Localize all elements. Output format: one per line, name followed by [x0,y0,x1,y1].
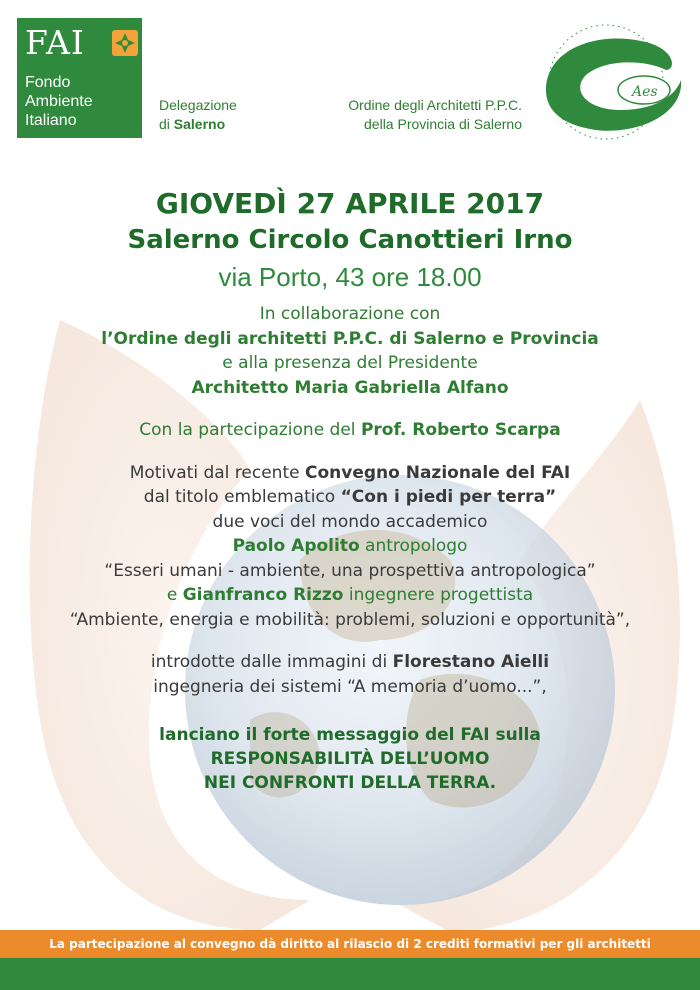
footer-green-band [0,958,700,990]
closing-line: lanciano il forte messaggio del FAI sulla [159,725,541,745]
collaboration-line: e alla presenza del Presidente [222,353,478,373]
closing-line: NEI CONFRONTI DELLA TERRA. [203,773,497,793]
ordine-architetti-logo [526,20,686,145]
closing-line: RESPONSABILITÀ DELL’UOMO [210,749,490,769]
event-venue: Salerno Circolo Canottieri Irno [127,225,573,255]
body-line: due voci del mondo accademico [212,511,488,532]
ordine-label: Ordine degli Architetti P.P.C. della Provincia di Salerno [348,97,522,132]
body-line: e Gianfranco Rizzo ingegnere progettista [166,585,534,605]
delegazione-label: Delegazione di Salerno [159,97,237,132]
event-address: via Porto, 43 ore 18.00 [218,262,482,292]
fai-logo-line: Fondo [25,74,71,91]
body-line: ingegneria dei sistemi “A memoria d’uomo...”, [153,676,547,697]
fai-emblem-icon [112,30,138,56]
body-line: “Esseri umani - ambiente, una prospettiva antropologica” [104,560,596,581]
fai-logo [17,18,142,138]
body-line: dal titolo emblematico “Con i piedi per terra” [143,487,557,507]
event-content [0,186,700,795]
presidente-name: Architetto Maria Gabriella Alfano [191,377,509,398]
event-date: GIOVEDÌ 27 APRILE 2017 [155,187,545,220]
body-line: Paolo Apolito antropologo [232,536,468,556]
body-line: introdotte dalle immagini di Florestano Aielli [150,652,550,672]
collaboration-ordine: l’Ordine degli architetti P.P.C. di Salerno e Provincia [101,328,599,349]
collaboration-line: In collaborazione con [259,304,441,324]
fai-logo-line: Italiano [25,112,77,129]
credits-banner: La partecipazione al convegno dà diritto al rilascio di 2 crediti formativi per gli architetti [0,930,700,958]
body-line: “Ambiente, energia e mobilità: problemi, soluzioni e opportunità”, [69,609,631,630]
participation-line: Con la partecipazione del Prof. Roberto Scarpa [139,420,561,440]
fai-logo-subtitle [25,73,93,130]
fai-logo-line: Ambiente [25,93,93,110]
ordine-logo-monogram: Aes [632,84,658,100]
body-line: Motivati dal recente Convegno Nazionale del FAI [129,462,571,483]
fai-logo-wordmark: FAI [25,23,85,62]
